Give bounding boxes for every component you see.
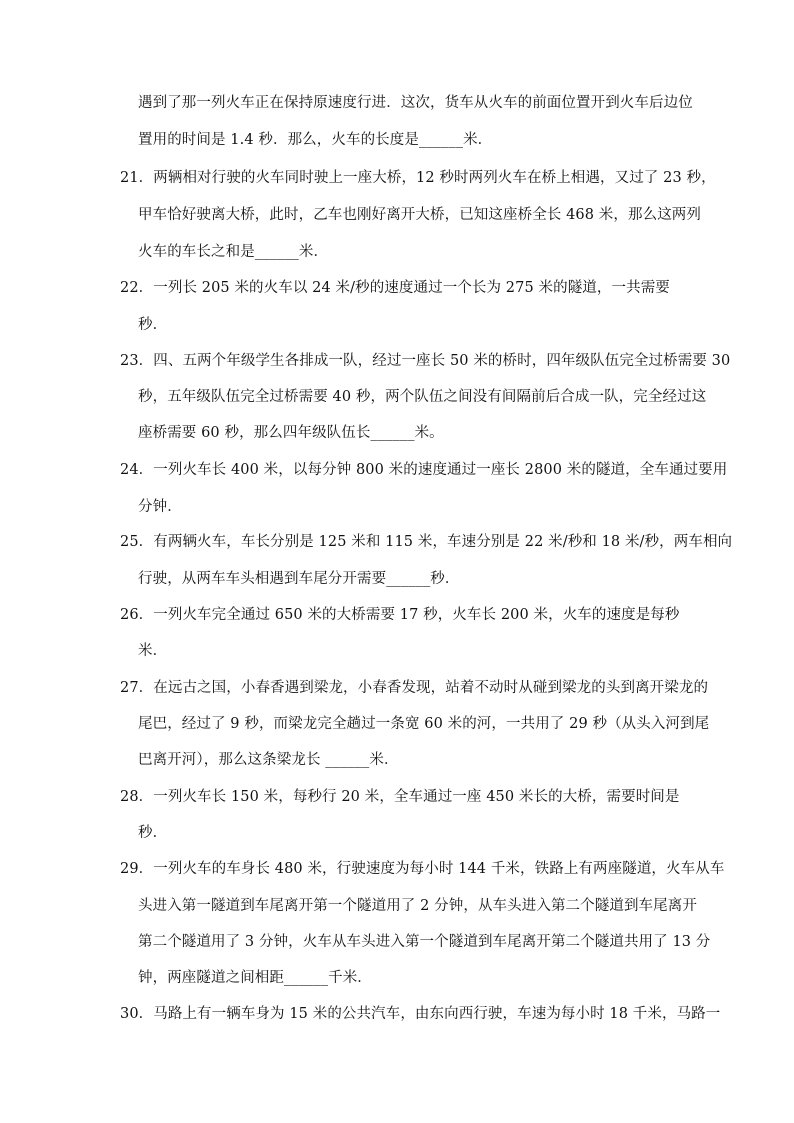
text-line-q20-cont-2: 置用的时间是 1.4 秒．那么，火车的长度是______米． — [138, 132, 493, 148]
text-line-q20-cont-1: 遇到了那一列火车正在保持原速度行进．这次，货车从火车的前面位置开到火车后边位 — [138, 95, 693, 111]
question-24-line-1: 24．一列火车长 400 米，以每分钟 800 米的速度通过一座长 2800 米的隧道，全车通过要用 — [120, 462, 728, 478]
question-26-line-1: 26．一列火车完全通过 650 米的大桥需要 17 秒，火车长 200 米，火车的速度是每秒 — [120, 607, 680, 623]
question-23-line-2: 秒，五年级队伍完全过桥需要 40 秒，两个队伍之间没有间隔前后合成一队，完全经过这 — [138, 389, 707, 405]
question-21-line-3: 火车的车长之和是______米． — [138, 244, 329, 260]
question-22-line-1: 22．一列长 205 米的火车以 24 米/秒的速度通过一个长为 275 米的隧道，一共需要 — [120, 280, 670, 296]
question-23-line-1: 23．四、五两个年级学生各排成一队，经过一座长 50 米的桥时，四年级队伍完全过桥需要 30 — [120, 353, 731, 369]
question-26-line-2: 米． — [138, 643, 168, 659]
question-30-line-1: 30．马路上有一辆车身为 15 米的公共汽车，由东向西行驶，车速为每小时 18 千米，马路一 — [120, 1006, 721, 1022]
question-27-line-3: 巴离开河），那么这条梁龙长 ______米． — [138, 752, 399, 768]
question-29-line-3: 第二个隧道用了 3 分钟，火车从车头进入第一个隧道到车尾离开第二个隧道共用了 13 分 — [138, 934, 711, 950]
question-24-line-2: 分钟． — [138, 499, 182, 515]
question-27-line-1: 27．在远古之国，小春香遇到梁龙，小春香发现，站着不动时从碰到梁龙的头到离开梁龙的 — [120, 680, 709, 696]
question-25-line-2: 行驶，从两车车头相遇到车尾分开需要______秒． — [138, 571, 460, 587]
question-25-line-1: 25．有两辆火车，车长分别是 125 米和 115 米，车速分别是 22 米/秒和 18 米/秒，两车相向 — [120, 534, 733, 550]
question-29-line-1: 29．一列火车的车身长 480 米，行驶速度为每小时 144 千米，铁路上有两座隧道，火车从车 — [120, 861, 725, 877]
question-23-line-3: 座桥需要 60 秒，那么四年级队伍长______米。 — [138, 425, 444, 441]
question-22-line-2: 秒． — [138, 317, 168, 333]
question-21-line-2: 甲车恰好驶离大桥，此时，乙车也刚好离开大桥，已知这座桥全长 468 米，那么这两列 — [138, 207, 701, 223]
question-28-line-2: 秒． — [138, 825, 168, 841]
question-28-line-1: 28．一列火车长 150 米，每秒行 20 米，全车通过一座 450 米长的大桥，需要时间是 — [120, 789, 680, 805]
question-21-line-1: 21．两辆相对行驶的火车同时驶上一座大桥，12 秒时两列火车在桥上相遇，又过了 23 秒， — [120, 170, 716, 186]
question-29-line-2: 头进入第一隧道到车尾离开第一个隧道用了 2 分钟，从车头进入第二个隧道到车尾离开 — [138, 898, 697, 914]
question-27-line-2: 尾巴，经过了 9 秒，而梁龙完全趟过一条宽 60 米的河，一共用了 29 秒（从头入河到尾 — [138, 716, 710, 732]
question-29-line-4: 钟，两座隧道之间相距______千米． — [138, 970, 372, 986]
